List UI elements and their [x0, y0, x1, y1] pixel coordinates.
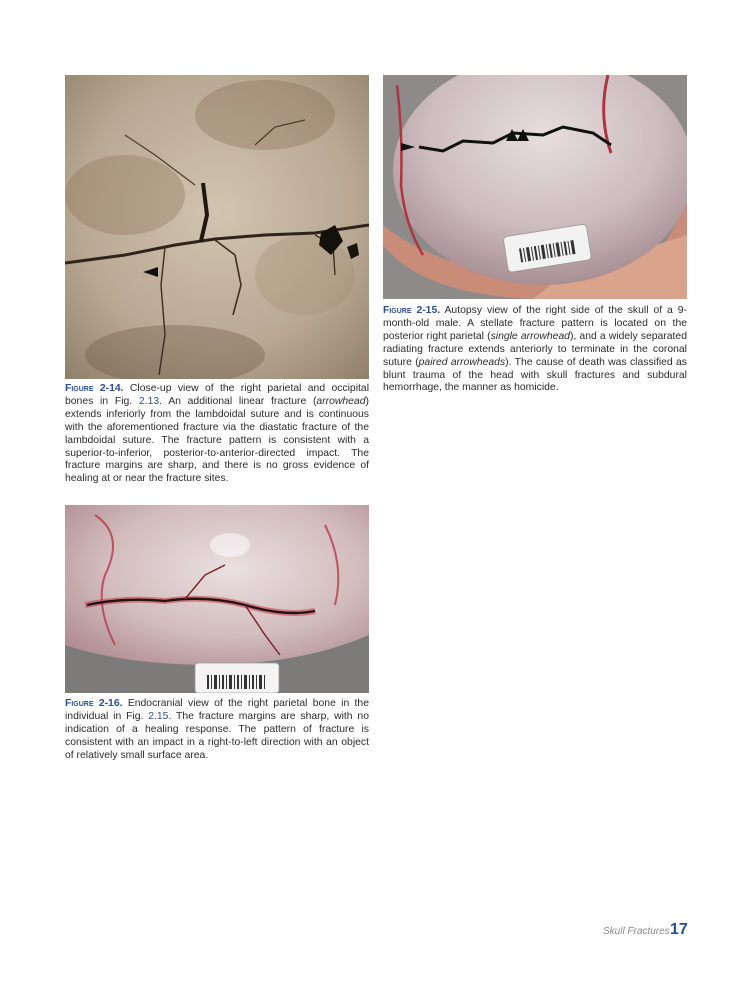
caption-emphasis: single arrowhead — [490, 330, 570, 342]
figure-label: Figure 2-14. — [65, 383, 124, 394]
figure-2-14-caption — [65, 383, 369, 486]
figure-2-15-photo — [383, 75, 687, 299]
page-number: 17 — [670, 921, 688, 938]
caption-emphasis: paired arrowheads — [418, 356, 506, 368]
caption-text: . An additional linear fracture ( — [159, 395, 317, 407]
figure-2-14-photo — [65, 75, 369, 379]
caption-text: ) extends inferiorly from the lambdoidal suture and is continuous with the aforementioned fracture via the diastatic fracture of the lambdoidal suture. The fracture pattern is consistent with a superior-to-inferior, posterior-to-anterior-directed impact. The fracture margins are sharp, and there is no gross evidence of healing at or near the fracture sites. — [65, 395, 369, 485]
caption-emphasis: arrowhead — [316, 395, 366, 407]
caption-text: Autopsy view of the right side of the skull of a 9-month-old male. A stellate fracture pattern is located on the posterior right parietal ( — [383, 305, 687, 342]
running-title: Skull Fractures — [603, 926, 670, 937]
figure-reference-link[interactable]: 2.13 — [138, 395, 160, 407]
figure-2-15-caption — [383, 305, 687, 395]
figure-label: Figure 2-15. — [383, 305, 441, 316]
figure-2-16-photo — [65, 505, 369, 693]
caption-text: Endocranial view of the right parietal bone in the individual in Fig. — [65, 698, 369, 722]
caption-text: . The fracture margins are sharp, with no indication of a healing response. The pattern of fracture is consistent with an impact in a right-to-left direction with an object of relatively small surface area. — [65, 710, 369, 761]
caption-text: Close-up view of the right parietal and occipital bones in Fig. — [65, 383, 369, 407]
caption-text: ). The cause of death was classified as blunt trauma of the head with skull fractures and subdural hemorrhage, the manner as homicide. — [383, 356, 687, 394]
figure-reference-link[interactable]: 2.15 — [148, 710, 169, 722]
figure-label: Figure 2-16. — [65, 698, 123, 709]
figure-2-16-caption — [65, 698, 369, 763]
caption-text: ), and a widely separated radiating fracture extends anteriorly to terminate in the coronal suture ( — [383, 330, 687, 368]
